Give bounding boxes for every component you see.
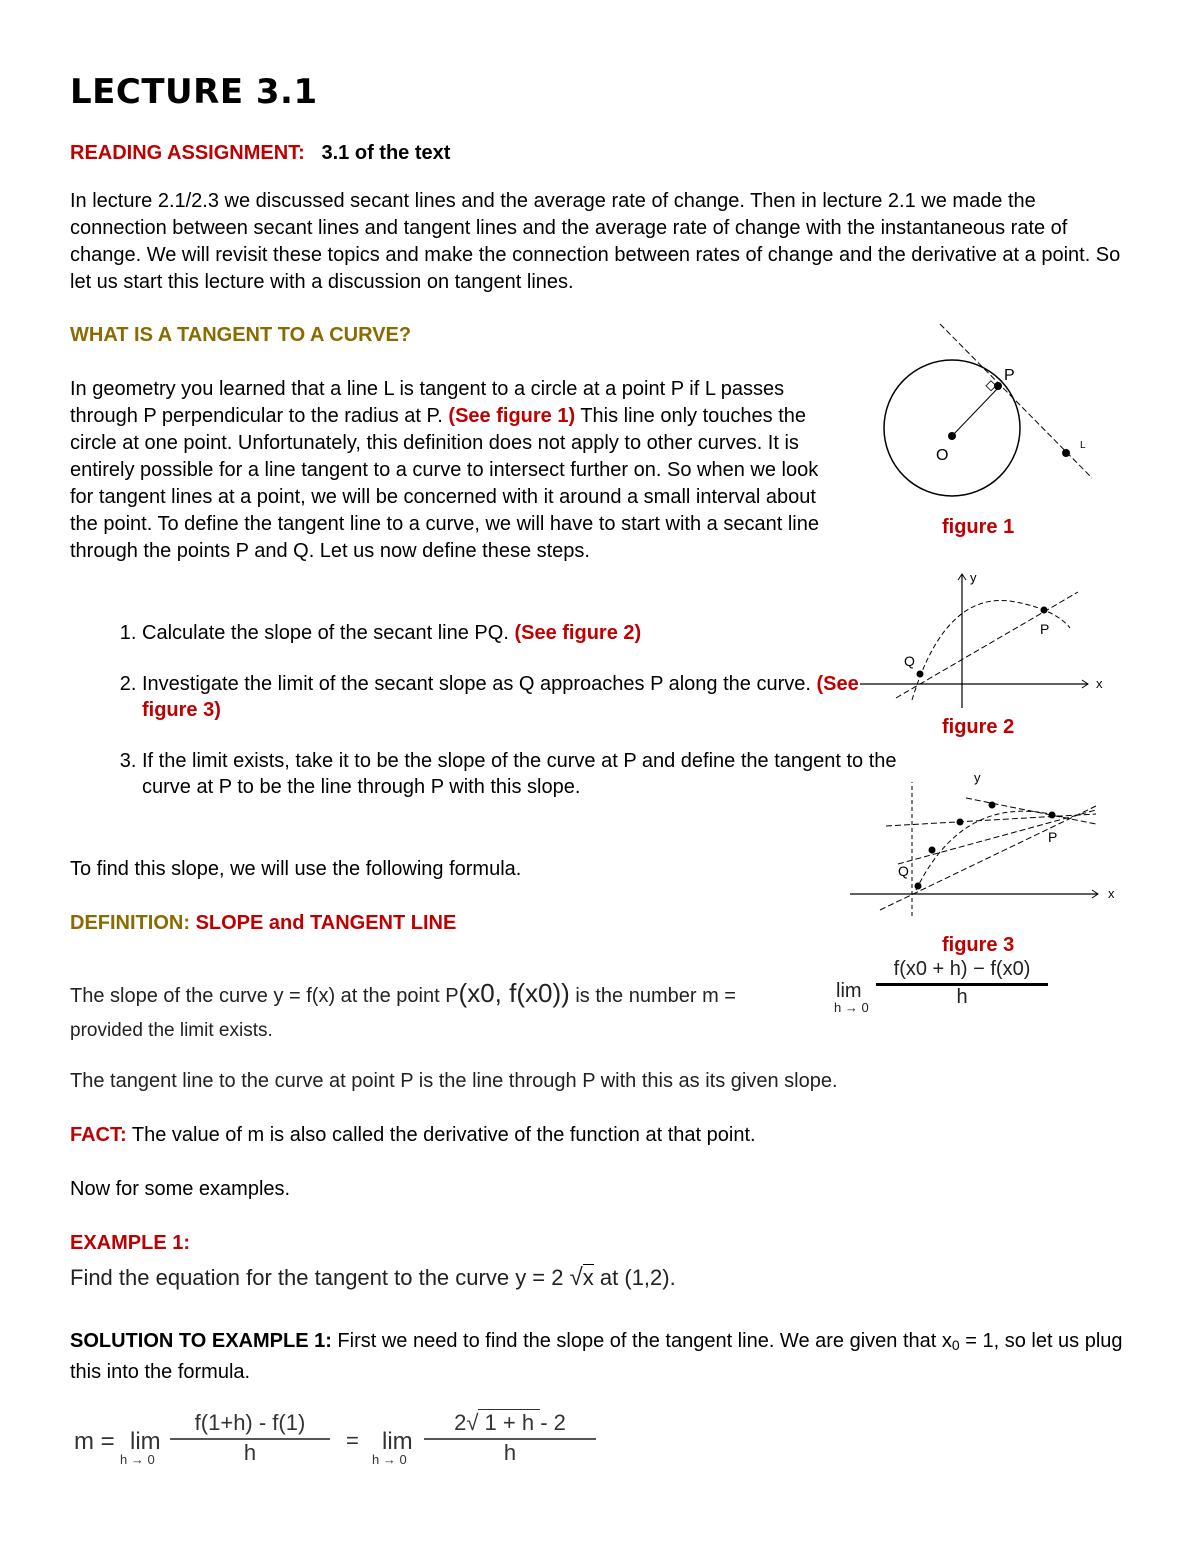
curve bbox=[912, 600, 1070, 700]
tangent-line-text: The tangent line to the curve at point P is the line through P with this as its given slope. bbox=[70, 1070, 838, 1092]
figure3-diagram bbox=[846, 768, 1126, 918]
figure3-caption: figure 3 bbox=[942, 934, 1015, 956]
geometry-text-1: In geometry you learned that a line L is tangent to a circle at a point P if L passes through P perpendicular to the radius at P. bbox=[70, 378, 785, 427]
label-Q: Q bbox=[898, 863, 909, 879]
equals-sign: = bbox=[346, 1428, 359, 1453]
label-y: y bbox=[970, 570, 977, 585]
find-slope-text: To find this slope, we will use the following formula. bbox=[70, 858, 522, 880]
geometry-paragraph bbox=[70, 376, 840, 565]
slope-text: The slope of the curve y = f(x) at the point P bbox=[70, 985, 459, 1007]
radius bbox=[952, 388, 998, 436]
point-P bbox=[1049, 812, 1056, 819]
reading-value: 3.1 of the text bbox=[321, 142, 451, 164]
point-1 bbox=[929, 847, 936, 854]
figure2-diagram bbox=[856, 568, 1106, 708]
definition-value: SLOPE and TANGENT LINE bbox=[195, 912, 457, 934]
now-text: Now for some examples. bbox=[70, 1178, 291, 1200]
point-3 bbox=[989, 802, 996, 809]
list-item bbox=[142, 620, 902, 646]
label-P: P bbox=[1048, 829, 1058, 845]
step-text: Calculate the slope of the secant line PQ. bbox=[142, 622, 515, 644]
sqrt-symbol: √ bbox=[466, 1410, 479, 1435]
lim-word-3: lim bbox=[382, 1428, 413, 1455]
solution-label: SOLUTION TO EXAMPLE 1: bbox=[70, 1330, 332, 1352]
lim-word: lim bbox=[836, 980, 862, 1002]
reading-assignment bbox=[70, 142, 450, 165]
label-P: P bbox=[1040, 621, 1050, 637]
label-y: y bbox=[974, 770, 981, 785]
figure1-caption: figure 1 bbox=[942, 516, 1015, 538]
geometry-text-2: This line only touches the circle at one point. Unfortunately, this definition does not apply to other curves. It is entirely possible for a line tangent to a curve to intersect further on. So when we look for tangent lines at a point, we will be concerned with it around a small interval about the point. To define the tangent line to a curve, we will have to start with a secant line through the points P and Q. Let us now define these steps. bbox=[70, 405, 819, 562]
point-P bbox=[994, 382, 1002, 390]
page-title: LECTURE 3.1 bbox=[70, 72, 318, 112]
point-Q bbox=[915, 883, 922, 890]
fact-text bbox=[70, 1124, 756, 1147]
solution-text-2: = 1, so let us plug this into the formula. bbox=[70, 1330, 1123, 1383]
label-Q: Q bbox=[904, 653, 915, 669]
example1-question bbox=[70, 1264, 676, 1292]
tangent-heading: WHAT IS A TANGENT TO A CURVE? bbox=[70, 324, 412, 346]
sqrt-symbol: √ bbox=[569, 1264, 583, 1291]
slope-mid-text: is the number m = bbox=[569, 985, 736, 1007]
m-fraction-2 bbox=[424, 1410, 596, 1466]
point-2 bbox=[957, 819, 964, 826]
label-L: L bbox=[1080, 440, 1086, 451]
m-fraction-1 bbox=[170, 1410, 330, 1466]
question-tail: at (1,2). bbox=[593, 1265, 676, 1290]
figure1-diagram bbox=[860, 318, 1100, 518]
figure1-ref: (See figure 1) bbox=[448, 405, 576, 427]
definition-label: DEFINITION: bbox=[70, 912, 190, 934]
point-notation: (x0, f(x0)) bbox=[458, 978, 570, 1008]
question-text: Find the equation for the tangent to the curve y = 2 bbox=[70, 1265, 564, 1290]
m-equals: m = bbox=[74, 1428, 115, 1455]
numerator: f(1+h) - f(1) bbox=[170, 1410, 330, 1440]
lim-sub-3: h → 0 bbox=[372, 1452, 407, 1467]
denominator: h bbox=[503, 1440, 517, 1465]
list-item bbox=[142, 748, 902, 800]
point-O bbox=[948, 432, 956, 440]
intro-paragraph: In lecture 2.1/2.3 we discussed secant lines and the average rate of change. Then in lecture 2.1 we made the connection between secant lines and tangent lines and the average rate of change with the instantaneous rate of change. We will revisit these topics and make the connection between rates of change and the derivative at a point. So let us start this lecture with a discussion on tangent lines. bbox=[70, 190, 1121, 293]
curve bbox=[916, 811, 1066, 890]
fact-value: The value of m is also called the derivative of the function at that point. bbox=[126, 1124, 756, 1146]
coef: 2 bbox=[454, 1410, 467, 1435]
denominator: h bbox=[243, 1440, 257, 1465]
point-Q bbox=[917, 671, 924, 678]
figure2-ref: (See figure 2) bbox=[514, 622, 642, 644]
lim-subscript: h → 0 bbox=[834, 1000, 869, 1015]
tail: - 2 bbox=[540, 1410, 566, 1435]
provided-text: provided the limit exists. bbox=[70, 1020, 273, 1041]
label-x: x bbox=[1096, 676, 1103, 691]
lim-word-2: lim bbox=[130, 1428, 161, 1455]
reading-label: READING ASSIGNMENT: bbox=[70, 142, 305, 164]
solution-text: First we need to find the slope of the tangent line. We are given that x bbox=[331, 1330, 952, 1352]
steps-list bbox=[70, 620, 902, 825]
numerator: f(x0 + h) − f(x0) bbox=[876, 958, 1048, 986]
point-P bbox=[1041, 607, 1048, 614]
solution-paragraph bbox=[70, 1328, 1130, 1386]
radicand: 1 + h bbox=[478, 1410, 541, 1435]
point-on-line bbox=[1062, 449, 1070, 457]
label-x: x bbox=[1108, 886, 1115, 901]
definition-heading bbox=[70, 912, 456, 935]
slope-fraction bbox=[876, 958, 1048, 1009]
numerator bbox=[424, 1410, 596, 1440]
slope-definition bbox=[70, 978, 736, 1009]
radicand: x bbox=[582, 1265, 594, 1290]
lim-sub-2: h → 0 bbox=[120, 1452, 155, 1467]
step-text: If the limit exists, take it to be the slope of the curve at P and define the tangent to the curve at P to be the line through P with this slope. bbox=[142, 750, 897, 798]
secant-line bbox=[896, 592, 1078, 698]
solution-sub: 0 bbox=[951, 1337, 960, 1353]
label-P: P bbox=[1004, 367, 1015, 384]
figure3-ref: (See figure 3) bbox=[142, 673, 859, 721]
figure2-caption: figure 2 bbox=[942, 716, 1015, 738]
example1-label: EXAMPLE 1: bbox=[70, 1232, 191, 1254]
fact-label: FACT: bbox=[70, 1124, 127, 1146]
denominator: h bbox=[956, 986, 968, 1008]
step-text: Investigate the limit of the secant slope as Q approaches P along the curve. bbox=[142, 673, 817, 695]
label-O: O bbox=[936, 447, 949, 464]
circle bbox=[884, 360, 1020, 496]
list-item bbox=[142, 671, 902, 723]
